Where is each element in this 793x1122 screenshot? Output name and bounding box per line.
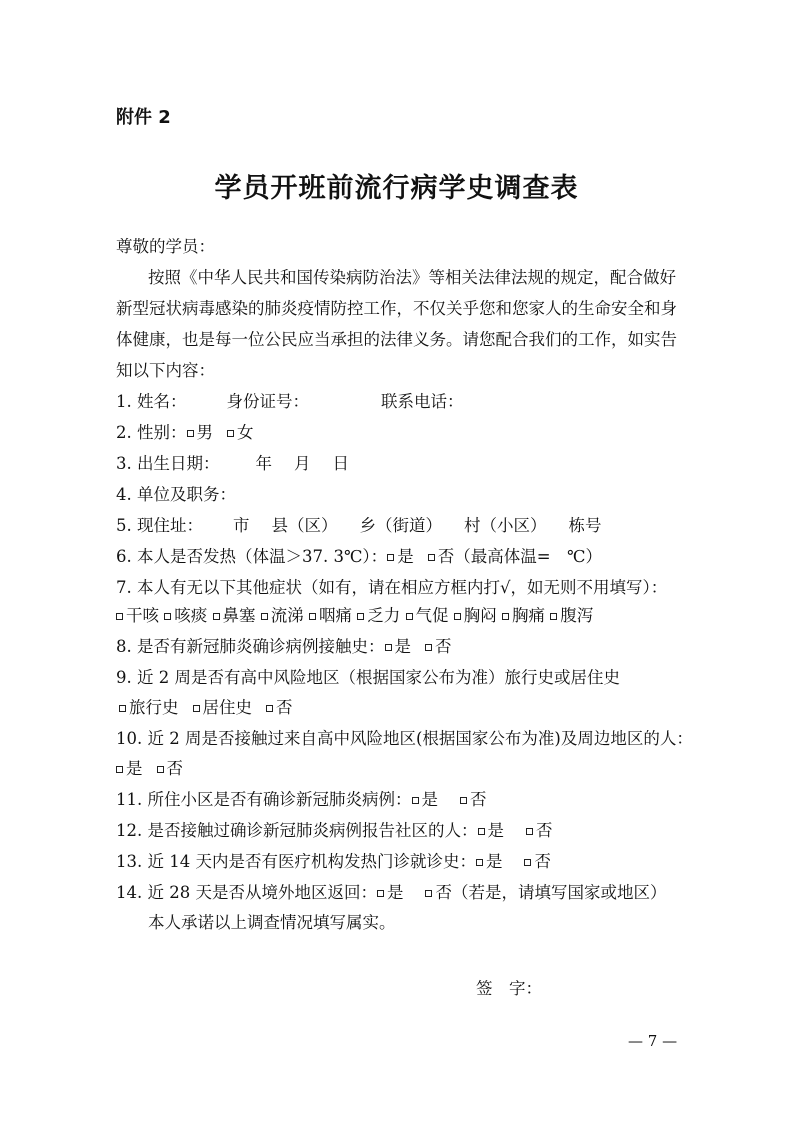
travel-history-checkbox[interactable] <box>119 705 126 712</box>
q10-yes-checkbox[interactable] <box>116 766 123 773</box>
q10-no-checkbox[interactable] <box>157 766 164 773</box>
q14-no-checkbox[interactable] <box>425 890 432 897</box>
symptom-option: 咳痰 <box>174 606 208 625</box>
attachment-label: 附件 2 <box>116 107 171 128</box>
symptom-option: 干咳 <box>126 606 159 625</box>
no-option: 否 <box>435 637 452 656</box>
question-5 <box>116 516 602 536</box>
town-label: 乡（街道） <box>359 516 442 535</box>
question-8 <box>116 637 452 657</box>
address-label: 5. 现住址： <box>116 516 203 535</box>
fever-no-checkbox[interactable] <box>428 554 435 561</box>
birth-date-label: 3. 出生日期： <box>116 454 220 473</box>
runny-nose-checkbox[interactable] <box>261 613 268 620</box>
id-number-label: 身份证号： <box>226 392 309 411</box>
sore-throat-checkbox[interactable] <box>309 613 316 620</box>
salutation: 尊敬的学员： <box>116 237 215 256</box>
no-option: 否 <box>166 759 183 778</box>
village-label: 村（小区） <box>464 516 547 535</box>
name-label: 1. 姓名： <box>116 392 187 411</box>
chest-tightness-checkbox[interactable] <box>454 613 461 620</box>
contact-no-checkbox[interactable] <box>425 644 432 651</box>
contact-history-label: 8. 是否有新冠肺炎确诊病例接触史： <box>116 637 385 656</box>
symptom-option: 气促 <box>415 606 449 625</box>
year-label: 年 <box>255 454 272 473</box>
intro-line-2: 新型冠状病毒感染的肺炎疫情防控工作，不仅关乎您和您家人的生命安全和身 <box>116 299 677 318</box>
question-11 <box>116 790 487 810</box>
pledge-text: 本人承诺以上调查情况填写属实。 <box>148 913 396 932</box>
question-10-options <box>116 759 183 779</box>
question-4: 4. 单位及职务： <box>116 485 236 504</box>
female-option: 女 <box>237 423 254 442</box>
fatigue-checkbox[interactable] <box>357 613 364 620</box>
symptom-option: 流涕 <box>270 606 304 625</box>
question-9-options <box>119 698 293 718</box>
intro-line-3: 体健康，也是每一位公民应当承担的法律义务。请您配合我们的工作，如实告 <box>116 330 677 349</box>
q12-no-checkbox[interactable] <box>526 828 533 835</box>
travel-option: 旅行史 <box>129 698 179 717</box>
yes-option: 是 <box>386 883 404 902</box>
building-label: 栋号 <box>568 516 602 535</box>
overseas-return-label: 14. 近 28 天是否从境外地区返回： <box>116 883 377 902</box>
shortness-of-breath-checkbox[interactable] <box>406 613 413 620</box>
question-3 <box>116 454 349 474</box>
page-title: 学员开班前流行病学史调查表 <box>214 173 579 204</box>
day-label: 日 <box>332 454 349 473</box>
no-option: 否（若是，请填写国家或地区） <box>435 883 667 902</box>
phone-label: 联系电话： <box>381 392 464 411</box>
sputum-checkbox[interactable] <box>164 613 171 620</box>
yes-option: 是 <box>485 852 503 871</box>
symptom-option: 胸痛 <box>512 606 545 625</box>
no-option: 否 <box>470 790 487 809</box>
question-14 <box>116 883 666 903</box>
symptom-option: 胸闷 <box>463 606 497 625</box>
diarrhea-checkbox[interactable] <box>550 613 557 620</box>
contact-yes-checkbox[interactable] <box>385 644 392 651</box>
female-checkbox[interactable] <box>227 430 234 437</box>
symptom-option: 腹泻 <box>560 606 594 625</box>
question-6 <box>116 547 602 567</box>
question-7: 7. 本人有无以下其他症状（如有，请在相应方框内打√，如无则不用填写）： <box>116 578 668 597</box>
q14-yes-checkbox[interactable] <box>377 890 384 897</box>
q12-yes-checkbox[interactable] <box>478 828 485 835</box>
q11-no-checkbox[interactable] <box>460 797 467 804</box>
intro-line-4: 知以下内容： <box>116 361 215 380</box>
fever-yes-checkbox[interactable] <box>387 554 394 561</box>
symptom-options <box>116 606 593 626</box>
gender-label: 2. 性别： <box>116 423 187 442</box>
question-2 <box>116 423 254 443</box>
nasal-congestion-checkbox[interactable] <box>213 613 220 620</box>
symptom-option: 乏力 <box>367 606 401 625</box>
q13-no-checkbox[interactable] <box>524 859 531 866</box>
county-label: 县（区） <box>271 516 338 535</box>
community-case-label: 11. 所住小区是否有确诊新冠肺炎病例： <box>116 790 412 809</box>
residence-history-checkbox[interactable] <box>193 705 200 712</box>
q13-yes-checkbox[interactable] <box>476 859 483 866</box>
q11-yes-checkbox[interactable] <box>412 797 419 804</box>
symptom-option: 咽痛 <box>319 606 352 625</box>
page-number: — 7 — <box>628 1032 678 1050</box>
question-13 <box>116 852 551 872</box>
question-12 <box>116 821 553 841</box>
no-option: 否 <box>276 698 293 717</box>
yes-option: 是 <box>126 759 143 778</box>
fever-clinic-label: 13. 近 14 天内是否有医疗机构发热门诊就诊史： <box>116 852 476 871</box>
residence-option: 居住史 <box>202 698 252 717</box>
fever-label: 6. 本人是否发热（体温＞37. 3℃）： <box>116 547 388 566</box>
question-9: 9. 近 2 周是否有高中风险地区（根据国家公布为准）旅行史或居住史 <box>116 668 620 687</box>
yes-option: 是 <box>487 821 504 840</box>
question-10: 10. 近 2 周是否接触过来自高中风险地区(根据国家公布为准)及周边地区的人： <box>116 729 693 748</box>
no-option: 否 <box>534 852 551 871</box>
male-checkbox[interactable] <box>187 430 194 437</box>
city-label: 市 <box>233 516 250 535</box>
fever-yes-option: 是 <box>397 547 414 566</box>
intro-line-1: 按照《中华人民共和国传染病防治法》等相关法律法规的规定，配合做好 <box>148 268 676 287</box>
yes-option: 是 <box>421 790 438 809</box>
community-contact-label: 12. 是否接触过确诊新冠肺炎病例报告社区的人： <box>116 821 478 840</box>
question-1 <box>116 392 464 412</box>
symptom-option: 鼻塞 <box>222 606 256 625</box>
fever-no-option: 否（最高体温= ℃） <box>437 547 602 566</box>
male-option: 男 <box>196 423 213 442</box>
chest-pain-checkbox[interactable] <box>502 613 509 620</box>
none-checkbox[interactable] <box>266 705 273 712</box>
yes-option: 是 <box>394 637 411 656</box>
signature-label: 签 字： <box>476 979 542 998</box>
dry-cough-checkbox[interactable] <box>116 613 123 620</box>
no-option: 否 <box>536 821 553 840</box>
month-label: 月 <box>294 454 311 473</box>
